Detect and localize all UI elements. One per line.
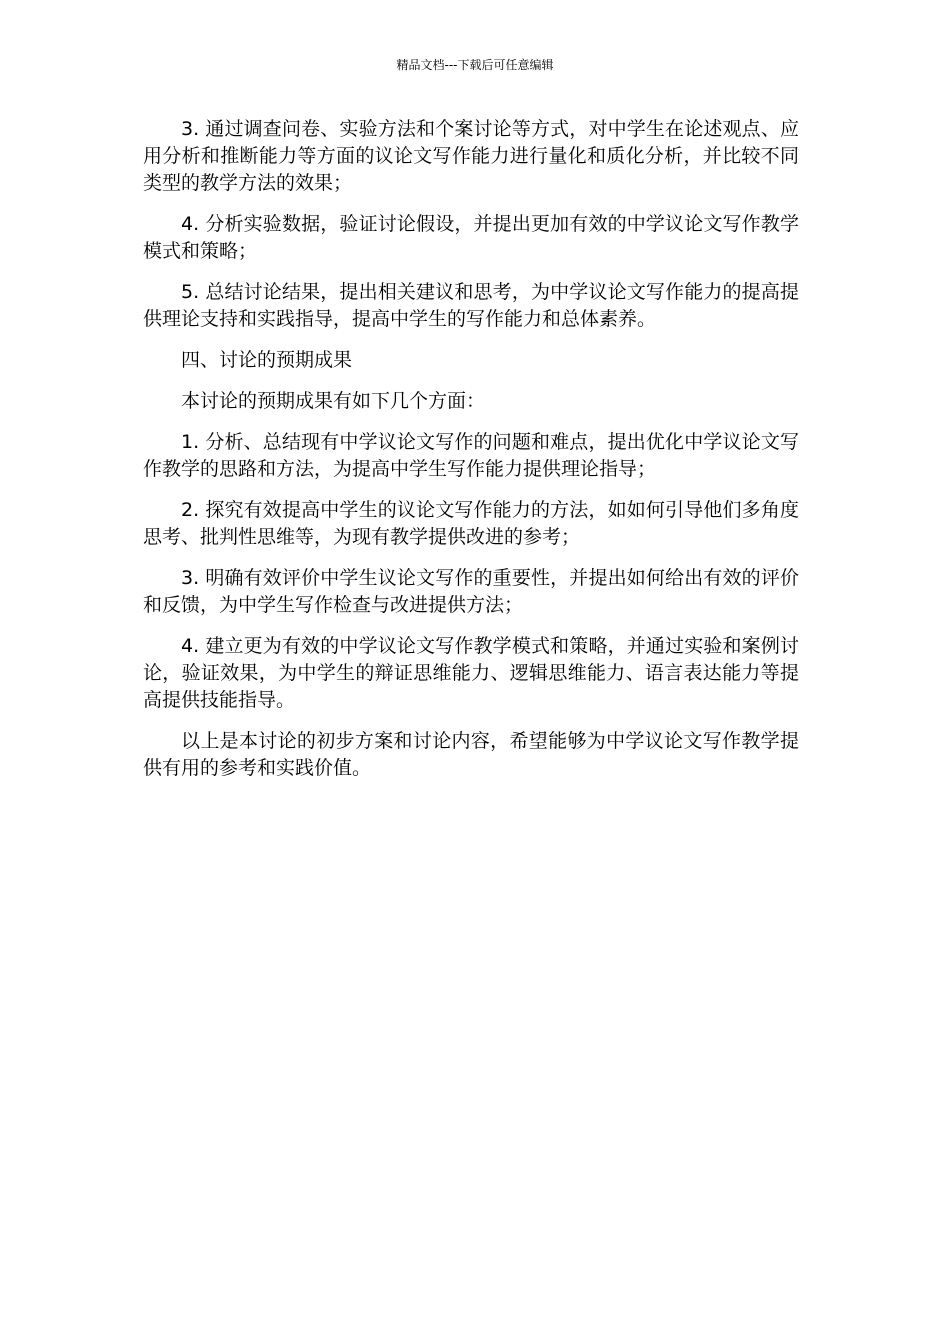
section-heading-expected-results: 四、讨论的预期成果: [181, 349, 353, 371]
paragraph-result-2: 2. 探究有效提高中学生的议论文写作能力的方法，如如何引导他们多角度思考、批判性思维等，为现有教学提供改进的参考；: [143, 499, 799, 548]
paragraph-intro-results: 本讨论的预期成果有如下几个方面：: [181, 390, 486, 412]
paragraph-method-4: 4. 分析实验数据，验证讨论假设，并提出更加有效的中学议论文写作教学模式和策略；: [143, 213, 799, 262]
paragraph-result-3: 3. 明确有效评价中学生议论文写作的重要性，并提出如何给出有效的评价和反馈，为中学生写作检查与改进提供方法；: [143, 567, 799, 616]
paragraph-conclusion: 以上是本讨论的初步方案和讨论内容，希望能够为中学议论文写作教学提供有用的参考和实践价值。: [143, 730, 799, 779]
page-header: 精品文档---下载后可任意编辑: [396, 58, 554, 72]
paragraph-result-1: 1. 分析、总结现有中学议论文写作的问题和难点，提出优化中学议论文写作教学的思路和方法，为提高中学生写作能力提供理论指导；: [143, 431, 799, 480]
paragraph-result-4: 4. 建立更为有效的中学议论文写作教学模式和策略，并通过实验和案例讨论，验证效果，为中学生的辩证思维能力、逻辑思维能力、语言表达能力等提高提供技能指导。: [143, 635, 799, 711]
paragraph-method-5: 5. 总结讨论结果，提出相关建议和思考，为中学议论文写作能力的提高提供理论支持和实践指导，提高中学生的写作能力和总体素养。: [143, 281, 799, 330]
document-body: [143, 116, 799, 796]
paragraph-method-3: 3. 通过调查问卷、实验方法和个案讨论等方式，对中学生在论述观点、应用分析和推断能力等方面的议论文写作能力进行量化和质化分析，并比较不同类型的教学方法的效果；: [143, 118, 799, 194]
